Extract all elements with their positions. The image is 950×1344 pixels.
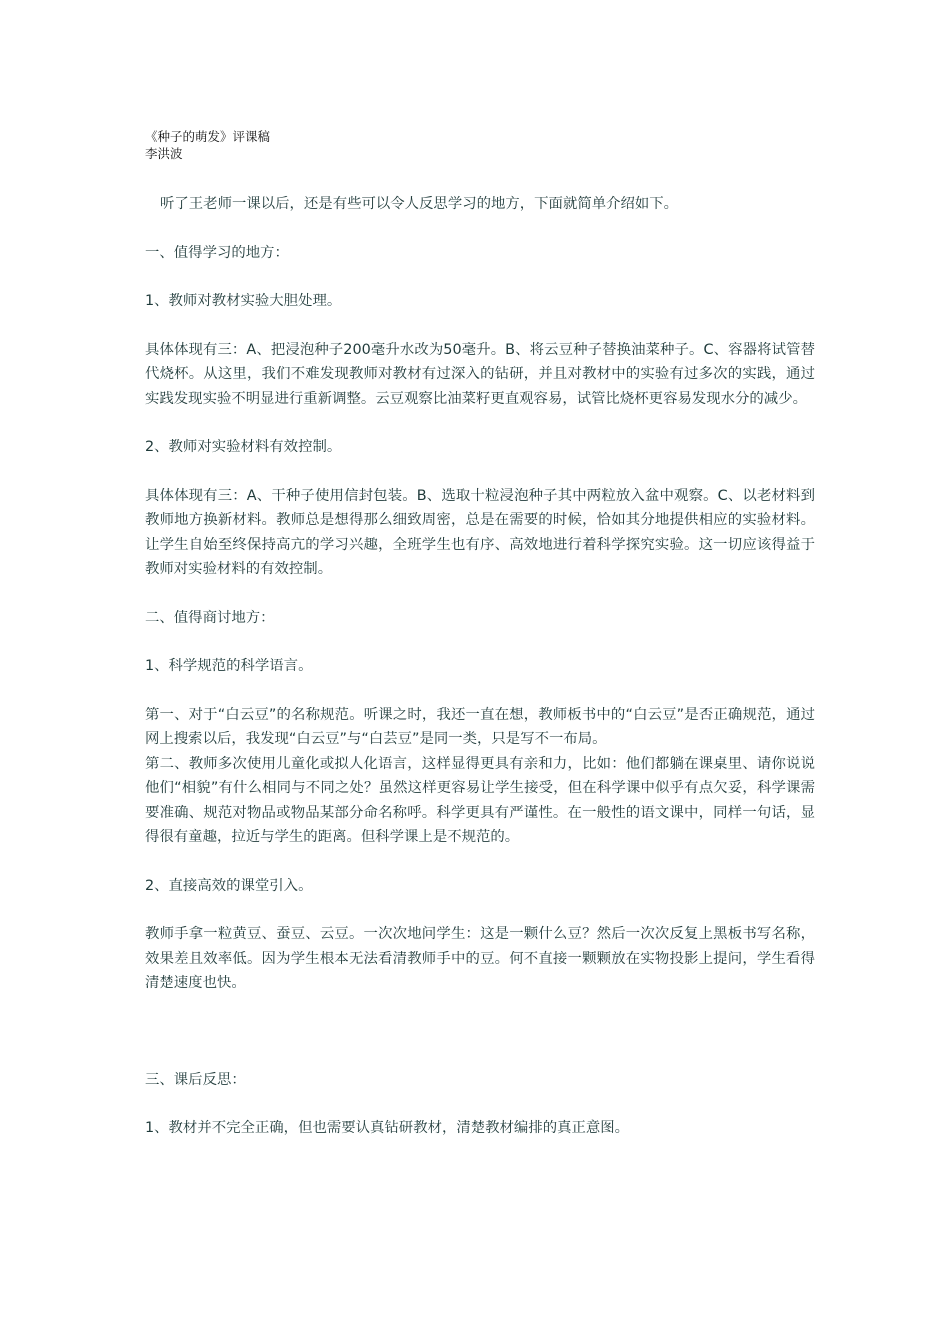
section2-item1-body-b: 第二、教师多次使用儿童化或拟人化语言，这样显得更具有亲和力，比如：他们都躺在课桌里、请你说说他们“相貌”有什么相同与不同之处？虽然这样更容易让学生接受，但在科学课中似乎有点欠妥，科学课需要准确、规范对物品或物品某部分命名称呼。科学更具有严谨性。在一般性的语文课中，同样一句话，显得很有童趣，拉近与学生的距离。但科学课上是不规范的。 <box>145 755 815 845</box>
section2-item1-title: 1、科学规范的科学语言。 <box>145 658 313 674</box>
document-author: 李洪波 <box>145 146 183 161</box>
section1-heading: 一、值得学习的地方： <box>145 244 289 261</box>
section1-item2-body: 具体体现有三：A、干种子使用信封包装。B、选取十粒浸泡种子其中两粒放入盆中观察。C、以老材料到教师地方换新材料。教师总是想得那么细致周密，总是在需要的时候，恰如其分地提供相应的实验材料。让学生自始至终保持高亢的学习兴趣，全班学生也有序、高效地进行着科学探究实验。这一切应该得益于教师对实验材料的有效控制。 <box>145 487 815 577</box>
section1-item1-body: 具体体现有三：A、把浸泡种子200毫升水改为50毫升。B、将云豆种子替换油菜种子。C、容器将试管替代烧杯。从这里，我们不难发现教师对教材有过深入的钻研，并且对教材中的实验有过多次的实践，通过实践发现实验不明显进行重新调整。云豆观察比油菜籽更直观容易，试管比烧杯更容易发现水分的减少。 <box>145 341 815 407</box>
intro-paragraph: 听了王老师一课以后，还是有些可以令人反思学习的地方，下面就简单介绍如下。 <box>160 196 679 212</box>
section2-item2-body: 教师手拿一粒黄豆、蚕豆、云豆。一次次地问学生：这是一颗什么豆？然后一次次反复上黑板书写名称，效果差且效率低。因为学生根本无法看清教师手中的豆。何不直接一颗颗放在实物投影上提问，学生看得清楚速度也快。 <box>145 926 815 991</box>
section3-heading: 三、课后反思： <box>145 1071 246 1088</box>
document-title: 《种子的萌发》评课稿 <box>145 129 271 144</box>
section2-heading: 二、值得商讨地方： <box>145 609 275 626</box>
blank-spacer <box>145 1020 815 1068</box>
section2-item1-body-a: 第一、对于“白云豆”的名称规范。听课之时，我还一直在想，教师板书中的“白云豆”是否正确规范，通过网上搜索以后，我发现“白云豆”与“白芸豆”是同一类，只是写不一布局。 <box>145 706 815 747</box>
section1-item1-title: 1、教师对教材实验大胆处理。 <box>145 293 342 309</box>
section3-item1-title: 1、教材并不完全正确，但也需要认真钻研教材，清楚教材编排的真正意图。 <box>145 1120 630 1136</box>
section2-item2-title: 2、直接高效的课堂引入。 <box>145 877 313 894</box>
document-page <box>145 128 815 1165</box>
section1-item2-title: 2、教师对实验材料有效控制。 <box>145 439 342 455</box>
